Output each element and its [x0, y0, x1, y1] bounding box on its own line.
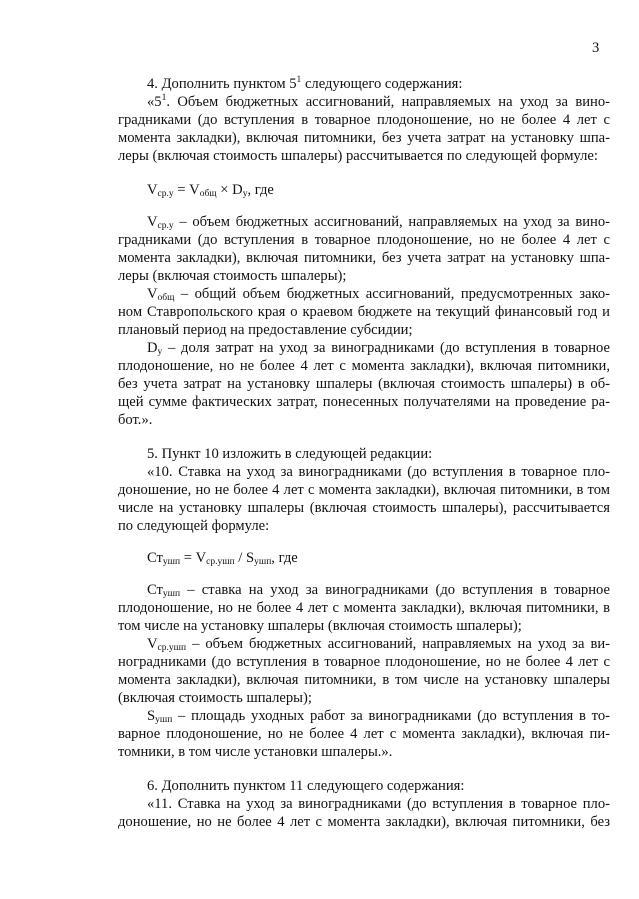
- section-5-intro-line: доношение, но не более 4 лет с момента закладки), включая питомники, в том: [118, 482, 610, 498]
- page-number: 3: [592, 40, 600, 56]
- definition-line: плановый период на предоставление субсидии;: [118, 322, 413, 338]
- definition-line: момента закладки), включая питомники, без учета затрат на установку шпа-: [118, 250, 610, 266]
- definition-line: плодоношение, но не более 4 лет с момента закладки), включая питомники, в: [118, 600, 610, 616]
- section-5-intro-line: по следующей формуле:: [118, 518, 270, 534]
- definition-line: градниками (до вступления в товарное плодоношение, но не более 4 лет с: [118, 232, 610, 248]
- section-5-heading: 5. Пункт 10 изложить в следующей редакции:: [147, 446, 433, 462]
- definition-line: варное плодоношение, но не более 4 лет с момента закладки), включая пи-: [118, 726, 610, 742]
- definition-line: томники, в том числе установки шпалеры.».: [118, 744, 393, 760]
- definition-line: момента закладки), включая питомники, в том числе на установку шпалеры: [118, 672, 610, 688]
- definition-line: леры (включая стоимость шпалеры);: [118, 268, 347, 284]
- section-5-intro-line: числе на установку шпалеры (включая стоимость шпалеры), рассчитывается: [118, 500, 610, 516]
- definition-line: ноградниками (до вступления в товарное плодоношение, но не более 4 лет с: [118, 654, 610, 670]
- section-4-heading: 4. Дополнить пунктом $5^1$ следующего содержания:: [147, 75, 463, 92]
- section-4-intro-line: леры (включая стоимость шпалеры) рассчитывается по следующей формуле:: [118, 148, 598, 164]
- definition-line: плодоношение, но не более 4 лет с момента закладки), включая питомники,: [118, 358, 610, 374]
- section-5-intro-line: «10. Ставка на уход за виноградниками (до вступления в товарное пло-: [147, 464, 610, 480]
- definition-v-srv: $V_{ср.у}$ – объем бюджетных ассигнований, направляемых на уход за вино-: [147, 214, 610, 231]
- definition-st-ushp: $Ст_{ушп}$ – ставка на уход за виноградниками (до вступления в товарное: [147, 582, 610, 599]
- definition-v-srushp: $V_{ср.ушп}$ – объем бюджетных ассигнований, направляемых на уход за ви-: [147, 636, 610, 653]
- section-6-intro-line: доношение, но не более 4 лет с момента закладки), включая питомники, без: [118, 814, 610, 830]
- section-4-intro-line: «$5^1$. Объем бюджетных ассигнований, направляемых на уход за вино-: [147, 93, 610, 110]
- formula-v-srv: $V_{ср.у} = V_{общ} \times D_у$, где: [147, 182, 274, 199]
- definition-s-ushp: $S_{ушп}$ – площадь уходных работ за виноградниками (до вступления в то-: [147, 708, 610, 725]
- definition-line: том числе на установку шпалеры (включая стоимость шпалеры);: [118, 618, 522, 634]
- definition-line: (включая стоимость шпалеры);: [118, 690, 312, 706]
- definition-d-u: $D_у$ – доля затрат на уход за виноградниками (до вступления в товарное: [147, 340, 610, 357]
- definition-line: бот.».: [118, 412, 153, 428]
- formula-st-ushp: $Ст_{ушп} = V_{ср.ушп} / S_{ушп}$, где: [147, 550, 298, 567]
- definition-line: без учета затрат на установку шпалеры (включая стоимость шпалеры) в об-: [118, 376, 610, 392]
- section-6-intro-line: «11. Ставка на уход за виноградниками (до вступления в товарное пло-: [147, 796, 610, 812]
- definition-v-obsh: $V_{общ}$ – общий объем бюджетных ассигнований, предусмотренных зако-: [147, 286, 610, 303]
- section-4-intro-line: градниками (до вступления в товарное плодоношение, но не более 4 лет с: [118, 112, 610, 128]
- section-6-heading: 6. Дополнить пунктом 11 следующего содержания:: [147, 778, 465, 794]
- definition-line: ном Ставропольского края о краевом бюджете на текущий финансовый год и: [118, 304, 610, 320]
- section-4-intro-line: момента закладки), включая питомники, без учета затрат на установку шпа-: [118, 130, 610, 146]
- definition-line: щей сумме фактических затрат, понесенных получателями на проведение ра-: [118, 394, 610, 410]
